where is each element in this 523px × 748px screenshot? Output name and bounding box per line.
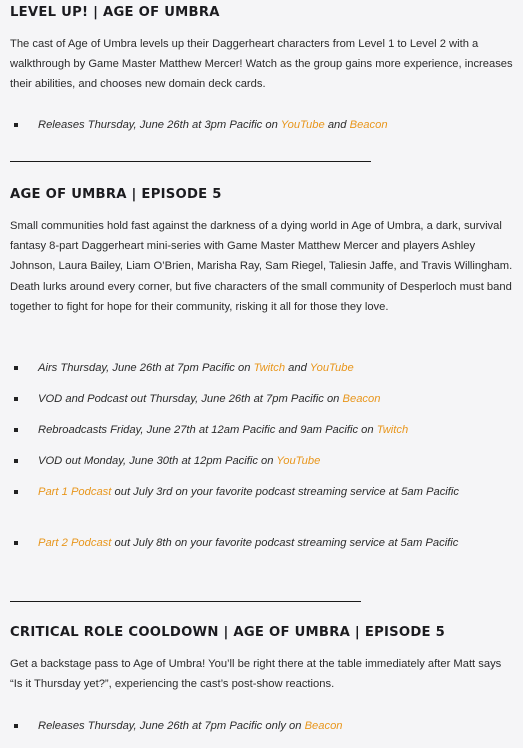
item-text: out July 8th on your favorite podcast streaming service at 5am Pacific xyxy=(111,537,459,549)
item-text: and xyxy=(324,119,350,131)
section-body-episode: Small communities hold fast against the darkness of a dying world in Age of Umbra, a dark, survival fantasy 8-part Daggerheart mini-series with Game Master Matthew Mercer and players Ashley Johnson, Laura Bailey, Liam O’Brien, Marisha Ray, Sam Riegel, Taliesin Jaffe, and Travis Willingham. Death lurks around every corner, but five characters of the small community of Desperloch must band together to fight for hope for their community, risking it all for those they love. xyxy=(10,220,513,313)
part-2-podcast-link[interactable]: Part 2 Podcast xyxy=(38,537,112,549)
section-heading-cooldown: CRITICAL ROLE COOLDOWN | AGE OF UMBRA | EPISODE 5 xyxy=(10,625,446,640)
part-1-podcast-link[interactable]: Part 1 Podcast xyxy=(38,486,112,498)
list-item xyxy=(14,482,484,502)
beacon-link[interactable]: Beacon xyxy=(342,393,381,405)
bullet-icon xyxy=(14,459,18,463)
section-body-level-up: The cast of Age of Umbra levels up their Daggerheart characters from Level 1 to Level 2 with a walkthrough by Game Master Matthew Mercer! Watch as the group gains more experience, increases their abilities, and chooses new domain deck cards. xyxy=(10,38,513,91)
list-item xyxy=(14,451,484,471)
section-body-cooldown: Get a backstage pass to Age of Umbra! You’ll be right there at the table immediately after Matt says “Is it Thursday yet?”, experiencing the cast’s post-show reactions. xyxy=(10,658,502,691)
list-item xyxy=(14,389,484,409)
bullet-icon xyxy=(14,490,18,494)
twitch-link[interactable]: Twitch xyxy=(376,424,409,436)
list-item xyxy=(14,716,484,736)
section-heading-episode: AGE OF UMBRA | EPISODE 5 xyxy=(10,187,222,202)
divider xyxy=(10,161,371,162)
beacon-link[interactable]: Beacon xyxy=(304,720,343,732)
item-text: VOD and Podcast out Thursday, June 26th at 7pm Pacific on xyxy=(38,393,343,405)
bullet-icon xyxy=(14,397,18,401)
list-item xyxy=(14,358,484,378)
bullet-icon xyxy=(14,428,18,432)
list-item xyxy=(14,115,484,135)
bullet-icon xyxy=(14,366,18,370)
divider xyxy=(10,601,361,602)
item-text: out July 3rd on your favorite podcast streaming service at 5am Pacific xyxy=(111,486,459,498)
item-text: Rebroadcasts Friday, June 27th at 12am Pacific and 9am Pacific on xyxy=(38,424,377,436)
item-text: Releases Thursday, June 26th at 7pm Pacific only on xyxy=(38,720,305,732)
twitch-link[interactable]: Twitch xyxy=(253,362,286,374)
item-text: and xyxy=(285,362,310,374)
list-item xyxy=(14,533,484,553)
youtube-link[interactable]: YouTube xyxy=(309,362,354,374)
list-item xyxy=(14,420,484,440)
youtube-link[interactable]: YouTube xyxy=(276,455,321,467)
section-heading-level-up: LEVEL UP! | AGE OF UMBRA xyxy=(10,5,220,20)
item-text: Airs Thursday, June 26th at 7pm Pacific on xyxy=(38,362,254,374)
bullet-icon xyxy=(14,123,18,127)
bullet-icon xyxy=(14,541,18,545)
item-text: VOD out Monday, June 30th at 12pm Pacific on xyxy=(38,455,277,467)
item-text: Releases Thursday, June 26th at 3pm Pacific on xyxy=(38,119,281,131)
youtube-link[interactable]: YouTube xyxy=(280,119,325,131)
beacon-link[interactable]: Beacon xyxy=(349,119,388,131)
bullet-icon xyxy=(14,724,18,728)
